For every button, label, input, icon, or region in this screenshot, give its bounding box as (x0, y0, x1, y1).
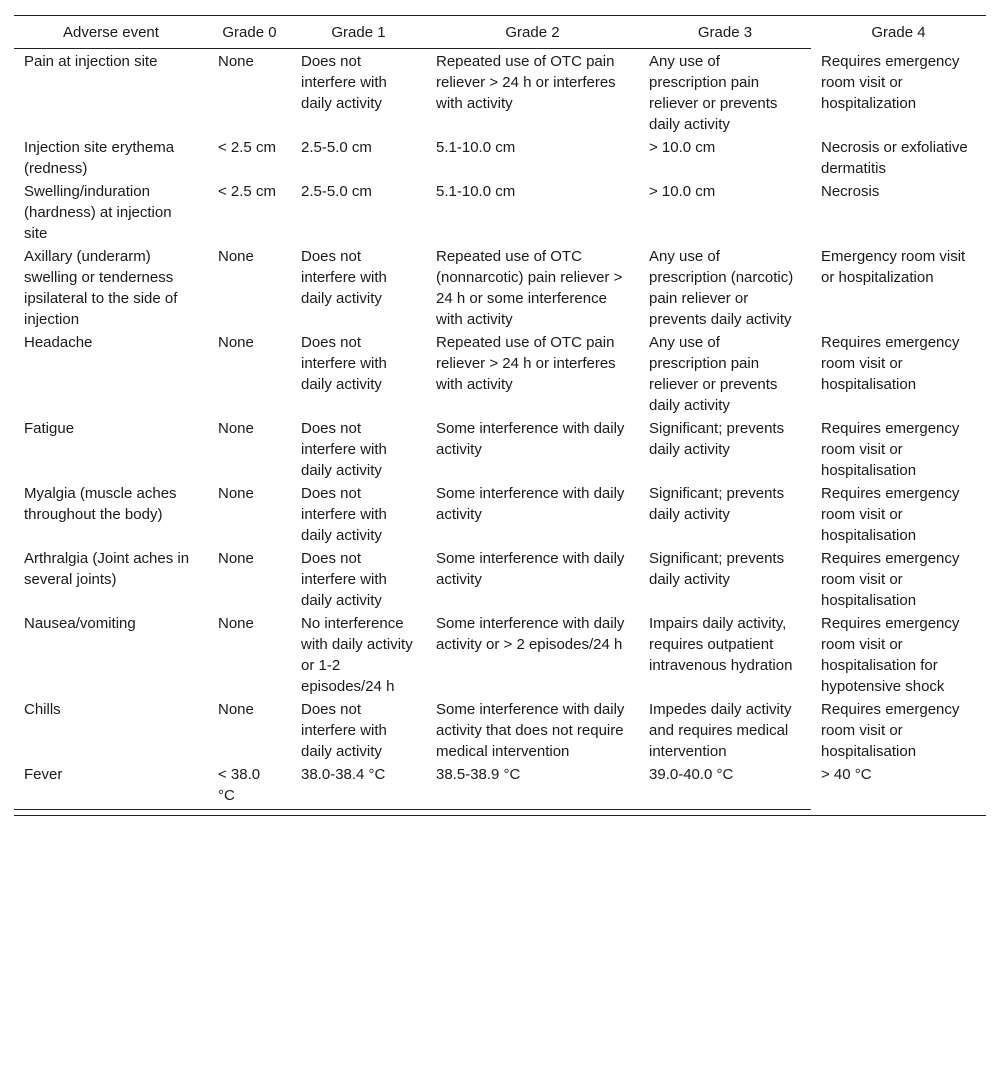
cell-grade-2: Repeated use of OTC (nonnarcotic) pain reliever > 24 h or some interference with activity (436, 248, 623, 328)
header-grade-0: Grade 0 (208, 16, 291, 49)
header-grade-3: Grade 3 (639, 16, 811, 49)
cell-grade-2: Some interference with daily activity (436, 485, 625, 523)
cell-grade-0: None (218, 485, 254, 502)
cell-adverse-event: Axillary (underarm) swelling or tenderness ipsilateral to the side of injection (24, 248, 178, 328)
cell-grade-1: 2.5-5.0 cm (301, 183, 372, 200)
cell-grade-1: Does not interfere with daily activity (301, 701, 387, 760)
cell-grade-3: Any use of prescription (narcotic) pain reliever or prevents daily activity (649, 248, 794, 328)
cell-grade-3: Impedes daily activity and requires medical intervention (649, 701, 792, 760)
cell-grade-0: None (218, 53, 254, 70)
cell-grade-0: < 38.0 °C (218, 766, 261, 804)
cell-grade-2: 5.1-10.0 cm (436, 183, 516, 200)
table-row (14, 481, 986, 546)
cell-grade-4: Requires emergency room visit or hospitalisation for hypotensive shock (821, 615, 960, 695)
cell-grade-1: Does not interfere with daily activity (301, 485, 387, 544)
cell-grade-2: Some interference with daily activity or > 2 episodes/24 h (436, 615, 625, 653)
cell-grade-4: Requires emergency room visit or hospitalization (821, 52, 960, 112)
table-bottom-rule (14, 815, 986, 816)
table-row (14, 697, 986, 762)
cell-grade-3: 39.0-40.0 °C (649, 766, 734, 783)
cell-grade-0: None (218, 701, 254, 718)
table-row (14, 330, 986, 416)
cell-grade-3: Any use of prescription pain reliever or prevents daily activity (649, 334, 778, 414)
cell-grade-0: None (218, 550, 254, 567)
cell-adverse-event: Injection site erythema (redness) (24, 139, 175, 177)
cell-adverse-event: Fever (24, 766, 63, 783)
cell-grade-4: Necrosis (821, 183, 880, 200)
cell-grade-2: Repeated use of OTC pain reliever > 24 h or interferes with activity (436, 334, 616, 393)
cell-grade-0: None (218, 248, 254, 265)
table-bottom-rule (14, 809, 811, 810)
cell-grade-3: Any use of prescription pain reliever or prevents daily activity (649, 53, 778, 133)
cell-grade-1: Does not interfere with daily activity (301, 550, 387, 609)
cell-adverse-event: Myalgia (muscle aches throughout the body) (24, 485, 177, 523)
cell-grade-2: 5.1-10.0 cm (436, 139, 516, 156)
header-row (14, 16, 986, 49)
cell-grade-2: Some interference with daily activity (436, 420, 625, 458)
table-header (14, 16, 986, 49)
cell-grade-2: Some interference with daily activity (436, 550, 625, 588)
cell-grade-4: Requires emergency room visit or hospitalisation (821, 420, 960, 479)
cell-adverse-event: Fatigue (24, 420, 75, 437)
cell-grade-4: Requires emergency room visit or hospitalisation (821, 334, 960, 393)
table-row (14, 611, 986, 697)
table-row (14, 546, 986, 611)
cell-grade-1: No interference with daily activity or 1-2 episodes/24 h (301, 615, 413, 695)
cell-grade-4: Requires emergency room visit or hospitalisation (821, 550, 960, 609)
adverse-event-grading-table (14, 15, 986, 806)
cell-grade-3: Significant; prevents daily activity (649, 485, 785, 523)
table-row (14, 244, 986, 330)
cell-adverse-event: Nausea/vomiting (24, 615, 136, 632)
header-adverse-event: Adverse event (14, 16, 208, 49)
cell-grade-3: Significant; prevents daily activity (649, 420, 785, 458)
table-body (14, 49, 986, 807)
table-row (14, 416, 986, 481)
cell-grade-4: Requires emergency room visit or hospitalisation (821, 701, 960, 760)
cell-grade-1: 2.5-5.0 cm (301, 139, 372, 156)
header-grade-4: Grade 4 (871, 23, 926, 41)
cell-grade-4: Requires emergency room visit or hospitalisation (821, 485, 960, 544)
cell-grade-4: > 40 °C (821, 766, 872, 783)
cell-adverse-event: Swelling/induration (hardness) at injection site (24, 183, 172, 242)
cell-grade-3: > 10.0 cm (649, 139, 716, 156)
cell-grade-2: Some interference with daily activity that does not require medical intervention (436, 701, 625, 760)
cell-grade-1: Does not interfere with daily activity (301, 248, 387, 307)
table-row (14, 179, 986, 244)
cell-grade-2: Repeated use of OTC pain reliever > 24 h or interferes with activity (436, 53, 616, 112)
cell-grade-1: Does not interfere with daily activity (301, 420, 387, 479)
cell-grade-0: None (218, 615, 254, 632)
cell-grade-1: 38.0-38.4 °C (301, 766, 386, 783)
cell-grade-2: 38.5-38.9 °C (436, 766, 521, 783)
cell-adverse-event: Pain at injection site (24, 53, 158, 70)
header-grade-1: Grade 1 (291, 16, 426, 49)
cell-grade-0: < 2.5 cm (218, 183, 276, 200)
table-row (14, 762, 986, 806)
cell-grade-0: < 2.5 cm (218, 139, 276, 156)
cell-grade-3: Impairs daily activity, requires outpatient intravenous hydration (649, 615, 793, 674)
cell-adverse-event: Chills (24, 701, 61, 718)
cell-grade-1: Does not interfere with daily activity (301, 334, 387, 393)
cell-grade-3: > 10.0 cm (649, 183, 716, 200)
cell-grade-3: Significant; prevents daily activity (649, 550, 785, 588)
cell-grade-0: None (218, 420, 254, 437)
cell-adverse-event: Headache (24, 334, 93, 351)
cell-grade-0: None (218, 334, 254, 351)
table-row (14, 49, 986, 136)
cell-grade-4: Necrosis or exfoliative dermatitis (821, 139, 968, 177)
table-row (14, 135, 986, 179)
header-grade-2: Grade 2 (426, 16, 639, 49)
cell-grade-1: Does not interfere with daily activity (301, 53, 387, 112)
cell-adverse-event: Arthralgia (Joint aches in several joints) (24, 550, 190, 588)
cell-grade-4: Emergency room visit or hospitalization (821, 248, 966, 286)
